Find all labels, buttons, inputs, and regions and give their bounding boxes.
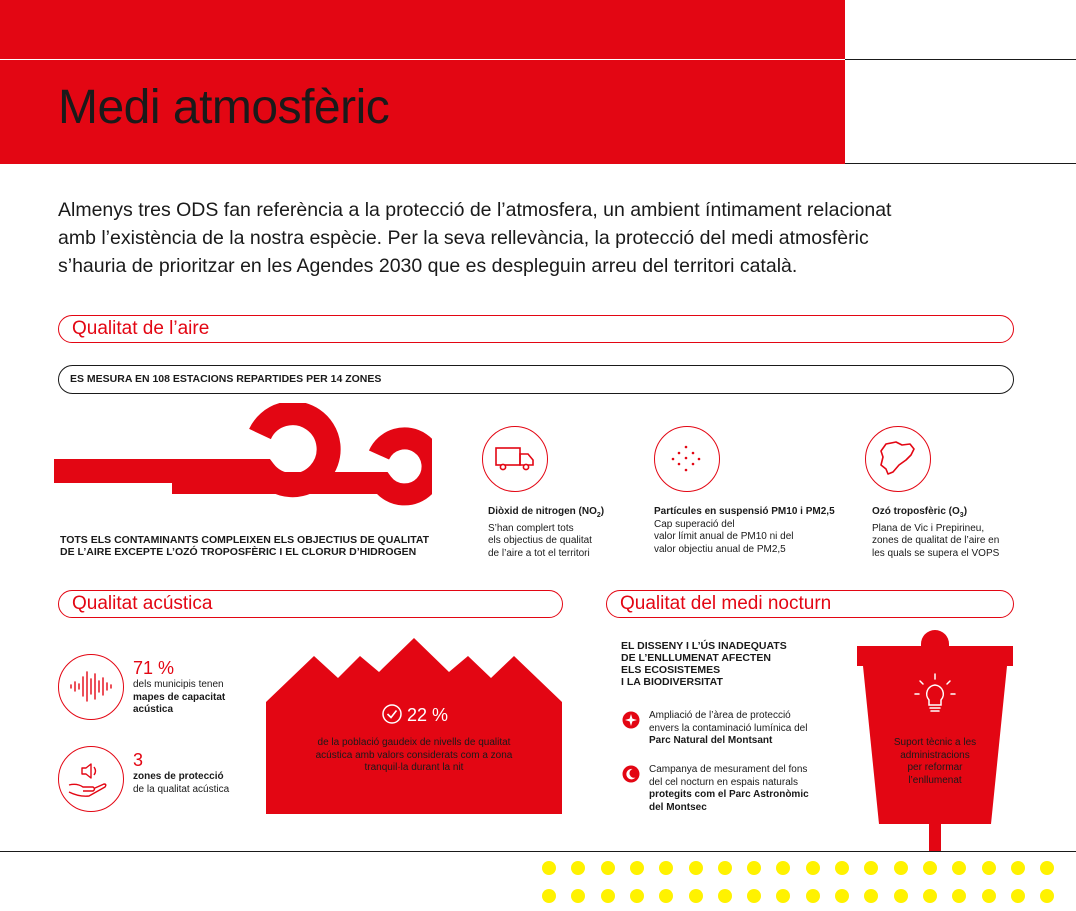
lamp-text-line: Suport tècnic a les	[893, 737, 977, 748]
header-rule-top	[845, 59, 1076, 60]
sound-wave-icon	[59, 655, 122, 718]
section-heading-air	[58, 315, 1014, 343]
stat-protection-zones-line: zones de protecció	[133, 771, 224, 782]
yellow-dot	[630, 889, 644, 903]
stat-protection-zones	[133, 750, 229, 796]
speaker-hand-icon-circle	[58, 746, 124, 812]
wind-icon	[52, 403, 432, 513]
air-item-o3-line: Plana de Vic i Prepirineu,	[872, 522, 985, 534]
quiet-zone-line: de la població gaudeix de nivells de qualitat	[317, 737, 511, 748]
lamp-text-line: administracions	[900, 749, 970, 761]
catalonia-map-icon	[866, 427, 929, 490]
catalonia-map-icon-circle	[865, 426, 931, 492]
air-item-pm-line: Cap superació del	[654, 518, 735, 530]
air-item-pm	[654, 506, 854, 556]
yellow-dot	[982, 889, 996, 903]
air-item-pm-title: Partícules en suspensió PM10 i PM2,5	[654, 506, 835, 517]
quiet-zone-text	[280, 737, 548, 775]
yellow-dot	[542, 889, 556, 903]
yellow-dot	[982, 861, 996, 875]
star-badge-icon	[622, 711, 640, 729]
dot-pattern	[542, 861, 1076, 911]
header-rule-bottom	[845, 163, 1076, 164]
air-item-pm-line: valor límit anual de PM10 ni del	[654, 531, 794, 542]
yellow-dot	[571, 889, 585, 903]
night-item-montsant	[649, 710, 849, 748]
night-lead-line: DE L’ENLLUMENAT AFECTEN	[621, 652, 771, 664]
yellow-dot	[806, 889, 820, 903]
night-item-montsant-line: Parc Natural del Montsant	[649, 735, 773, 746]
stat-acoustic-maps-line: dels municipis tenen	[133, 679, 224, 690]
yellow-dot	[864, 889, 878, 903]
sound-wave-icon-circle	[58, 654, 124, 720]
stat-acoustic-maps-line: acústica	[133, 704, 174, 715]
yellow-dot	[601, 889, 615, 903]
stat-acoustic-maps-value: 71 %	[133, 658, 175, 678]
night-lead-line: ELS ECOSISTEMES	[621, 664, 721, 676]
moon-badge-icon	[622, 765, 640, 783]
yellow-dot	[806, 861, 820, 875]
night-item-montsec	[649, 764, 849, 814]
yellow-dot	[952, 889, 966, 903]
stat-protection-zones-line: de la qualitat acústica	[133, 783, 230, 795]
air-item-no2-title: Diòxid de nitrogen $(NO_2)$	[488, 506, 605, 519]
night-item-montsec-line: protegits com el Parc Astronòmic	[649, 789, 809, 800]
quiet-zone-stat	[382, 704, 448, 726]
stat-protection-zones-value: 3	[133, 750, 144, 770]
quiet-zone-line: tranquil·la durant la nit	[364, 762, 464, 773]
yellow-dot	[923, 861, 937, 875]
check-circle-icon	[382, 704, 402, 724]
night-item-montsec-line: Campanya de mesurament del fons	[649, 764, 808, 775]
quiet-zone-stat-value: 22 %	[407, 705, 449, 725]
header-band-top	[0, 0, 845, 59]
yellow-dot	[1040, 861, 1054, 875]
yellow-dot	[835, 861, 849, 875]
yellow-dot	[923, 889, 937, 903]
yellow-dot	[952, 861, 966, 875]
air-item-o3-title: Ozó troposfèric $(O_3)$	[872, 506, 968, 519]
lamp-text-line: per reformar	[907, 762, 963, 773]
yellow-dot	[659, 889, 673, 903]
yellow-dot	[601, 861, 615, 875]
footer-rule	[0, 851, 1076, 852]
yellow-dot	[630, 861, 644, 875]
night-item-montsant-line: envers la contaminació lumínica del	[649, 722, 808, 734]
yellow-dot	[571, 861, 585, 875]
yellow-dot	[747, 861, 761, 875]
section-heading-night-label: Qualitat del medi nocturn	[620, 593, 832, 614]
yellow-dot	[835, 889, 849, 903]
yellow-dot	[718, 861, 732, 875]
particles-icon	[655, 427, 718, 490]
particles-icon-circle	[654, 426, 720, 492]
night-item-montsec-line: del Montsec	[649, 801, 707, 813]
stat-acoustic-maps-line: mapes de capacitat	[133, 691, 226, 703]
air-item-no2-line: S’han complert tots	[488, 522, 574, 534]
houses-graphic	[266, 636, 562, 816]
speaker-hand-icon	[59, 747, 122, 810]
air-item-no2	[488, 506, 638, 560]
yellow-dot	[689, 861, 703, 875]
yellow-dot	[864, 861, 878, 875]
night-item-montsec-line: del cel nocturn en espais naturals	[649, 776, 798, 788]
yellow-dot	[1040, 889, 1054, 903]
stations-banner	[58, 365, 1014, 394]
pollutants-note-line-1: TOTS ELS CONTAMINANTS COMPLEIXEN ELS OBJECTIUS DE QUALITAT	[60, 534, 430, 546]
yellow-dot	[894, 861, 908, 875]
yellow-dot	[718, 889, 732, 903]
page-title: Medi atmosfèric	[58, 81, 390, 134]
section-heading-air-label: Qualitat de l’aire	[72, 318, 210, 339]
yellow-dot	[542, 861, 556, 875]
lamp-text	[880, 737, 990, 787]
yellow-dot	[894, 889, 908, 903]
night-lead	[621, 640, 841, 688]
truck-icon	[483, 427, 546, 490]
air-item-o3-line: les quals se supera el VOPS	[872, 547, 1000, 559]
air-item-o3	[872, 506, 1032, 560]
pollutants-note-line-2: DE L’AIRE EXCEPTE L’OZÓ TROPOSFÈRIC I EL CLORUR D’HIDROGEN	[60, 546, 417, 558]
yellow-dot	[659, 861, 673, 875]
yellow-dot	[1011, 861, 1025, 875]
yellow-dot	[1011, 889, 1025, 903]
air-item-no2-line: els objectius de qualitat	[488, 535, 592, 546]
yellow-dot	[776, 861, 790, 875]
night-lead-line: I LA BIODIVERSITAT	[621, 676, 723, 688]
air-item-no2-line: de l’aire a tot el territori	[488, 547, 590, 559]
light-bulb-icon	[912, 672, 958, 718]
air-item-o3-line: zones de qualitat de l’aire en	[872, 535, 1000, 546]
quiet-zone-line: acústica amb valors considerats com a zona	[315, 749, 513, 761]
section-heading-acoustic-label: Qualitat acústica	[72, 593, 213, 614]
air-item-pm-line: valor objectiu anual de PM2,5	[654, 543, 786, 555]
yellow-dot	[747, 889, 761, 903]
intro-paragraph: Almenys tres ODS fan referència a la protecció de l’atmosfera, un ambient íntimament relacionat amb l’existència de la nostra espècie. Per la seva rellevància, la protecció del medi atmosfèric s’hauria de prioritzar en les Agendes 2030 que es despleguin arreu del territori català.	[58, 199, 892, 277]
yellow-dot	[776, 889, 790, 903]
section-heading-acoustic	[58, 590, 563, 618]
yellow-dot	[689, 889, 703, 903]
lamp-text-line: l’enllumenat	[908, 774, 962, 786]
night-lead-line: EL DISSENY I L’ÚS INADEQUATS	[621, 640, 787, 652]
stations-banner-text: ES MESURA EN 108 ESTACIONS REPARTIDES PER 14 ZONES	[70, 373, 382, 385]
section-heading-night	[606, 590, 1014, 618]
night-item-montsant-line: Ampliació de l’àrea de protecció	[649, 710, 791, 721]
truck-icon-circle	[482, 426, 548, 492]
stat-acoustic-maps	[133, 658, 225, 717]
pollutants-note	[60, 534, 460, 558]
